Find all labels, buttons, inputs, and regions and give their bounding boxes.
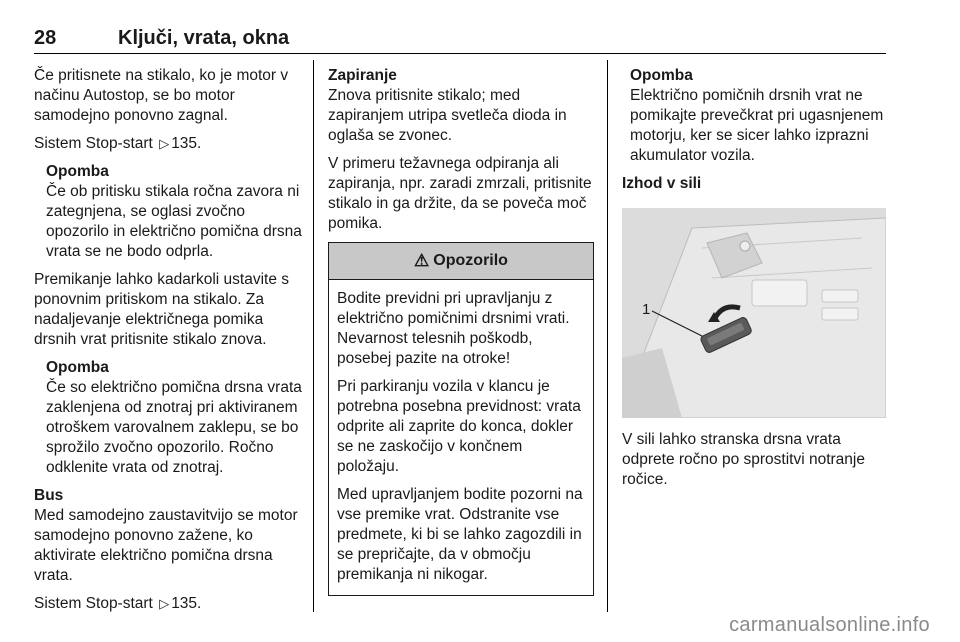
paragraph: Če pritisnete na stikalo, ko je motor v načinu Autostop, se bo motor samodejno ponovno zagnal. xyxy=(34,67,289,124)
column-2 xyxy=(328,66,594,596)
warning-paragraph: Med upravljanjem bodite pozorni na vse premike vrat. Odstranite vse predmete, ki bi se lahko zagozdili in se prepričajte, da v območju premikanja ni nikogar. xyxy=(337,486,583,583)
note-title: Opomba xyxy=(630,67,693,84)
figure-callout-1: 1 xyxy=(642,301,651,318)
warning-paragraph: Bodite previdni pri upravljanju z električno pomičnimi drsnimi vrati. Nevarnost telesnih poškodb, posebej pazite na otroke! xyxy=(337,290,570,367)
page-reference[interactable]: 135. xyxy=(171,135,202,152)
note-block xyxy=(630,66,886,166)
note-text: Če ob pritisku stikala ročna zavora ni zategnjena, se oglasi zvočno opozorilo in električno pomična drsna vrata se ne bodo odprla. xyxy=(46,183,302,260)
paragraph: V primeru težavnega odpiranja ali zapiranja, npr. zaradi zmrzali, pritisnite stikalo in ga držite, da se poveča moč pomika. xyxy=(328,155,592,232)
chapter-title: Ključi, vrata, okna xyxy=(118,27,290,49)
note-title: Opomba xyxy=(46,359,109,376)
arrow-right-icon: ▷ xyxy=(159,596,170,611)
note-text: Če so električno pomična drsna vrata zaklenjena od znotraj pri aktiviranem otroškem varovalnem zaklepu, se bo sprožilo zvočno opozorilo. Ročno odklenite vrata od znotraj. xyxy=(46,379,302,476)
column-divider xyxy=(607,60,608,612)
note-title: Opomba xyxy=(46,163,109,180)
note-block xyxy=(46,162,302,262)
cross-reference: Sistem Stop-start ▷ 135. xyxy=(34,135,202,152)
warning-body xyxy=(329,280,593,595)
door-handle-illustration xyxy=(622,208,886,418)
warning-box xyxy=(328,242,594,596)
column-1 xyxy=(34,66,302,622)
emergency-release-illustration xyxy=(622,208,886,418)
cross-reference: Sistem Stop-start ▷ 135. xyxy=(34,595,202,612)
arrow-right-icon: ▷ xyxy=(159,136,170,151)
paragraph: Znova pritisnite stikalo; med zapiranjem utripa svetleča dioda in oglaša se zvonec. xyxy=(328,87,567,144)
section-heading: Izhod v sili xyxy=(622,175,702,192)
page-reference[interactable]: 135. xyxy=(171,595,202,612)
section-heading: Bus xyxy=(34,487,64,504)
column-divider xyxy=(313,60,314,612)
warning-paragraph: Pri parkiranju vozila v klancu je potrebna posebna previdnost: vrata odprite ali zaprite do konca, dokler se ne zaskočijo v končnem položaju. xyxy=(337,378,581,475)
paragraph: Premikanje lahko kadarkoli ustavite s ponovnim pritiskom na stikalo. Za nadaljevanje električnega pomika drsnih vrat pritisnite stikalo znova. xyxy=(34,271,290,348)
page-number: 28 xyxy=(34,27,57,49)
note-text: Električno pomičnih drsnih vrat ne pomikajte prevečkrat pri ugasnjenem motorju, ker se sicer lahko izprazni akumulator vozila. xyxy=(630,87,884,164)
paragraph: Med samodejno zaustavitvijo se motor samodejno ponovno zažene, ko aktivirate električno pomična drsna vrata. xyxy=(34,507,298,584)
paragraph: V sili lahko stranska drsna vrata odprete ročno po sprostitvi notranje ročice. xyxy=(622,431,865,488)
site-watermark: carmanualsonline.info xyxy=(729,614,930,636)
warning-title: Opozorilo xyxy=(433,252,508,269)
warning-header xyxy=(329,243,593,280)
note-block xyxy=(46,358,302,478)
warning-triangle-icon: ⚠ xyxy=(414,251,430,270)
column-3 xyxy=(622,66,886,498)
page-header xyxy=(34,27,886,54)
section-heading: Zapiranje xyxy=(328,67,397,84)
